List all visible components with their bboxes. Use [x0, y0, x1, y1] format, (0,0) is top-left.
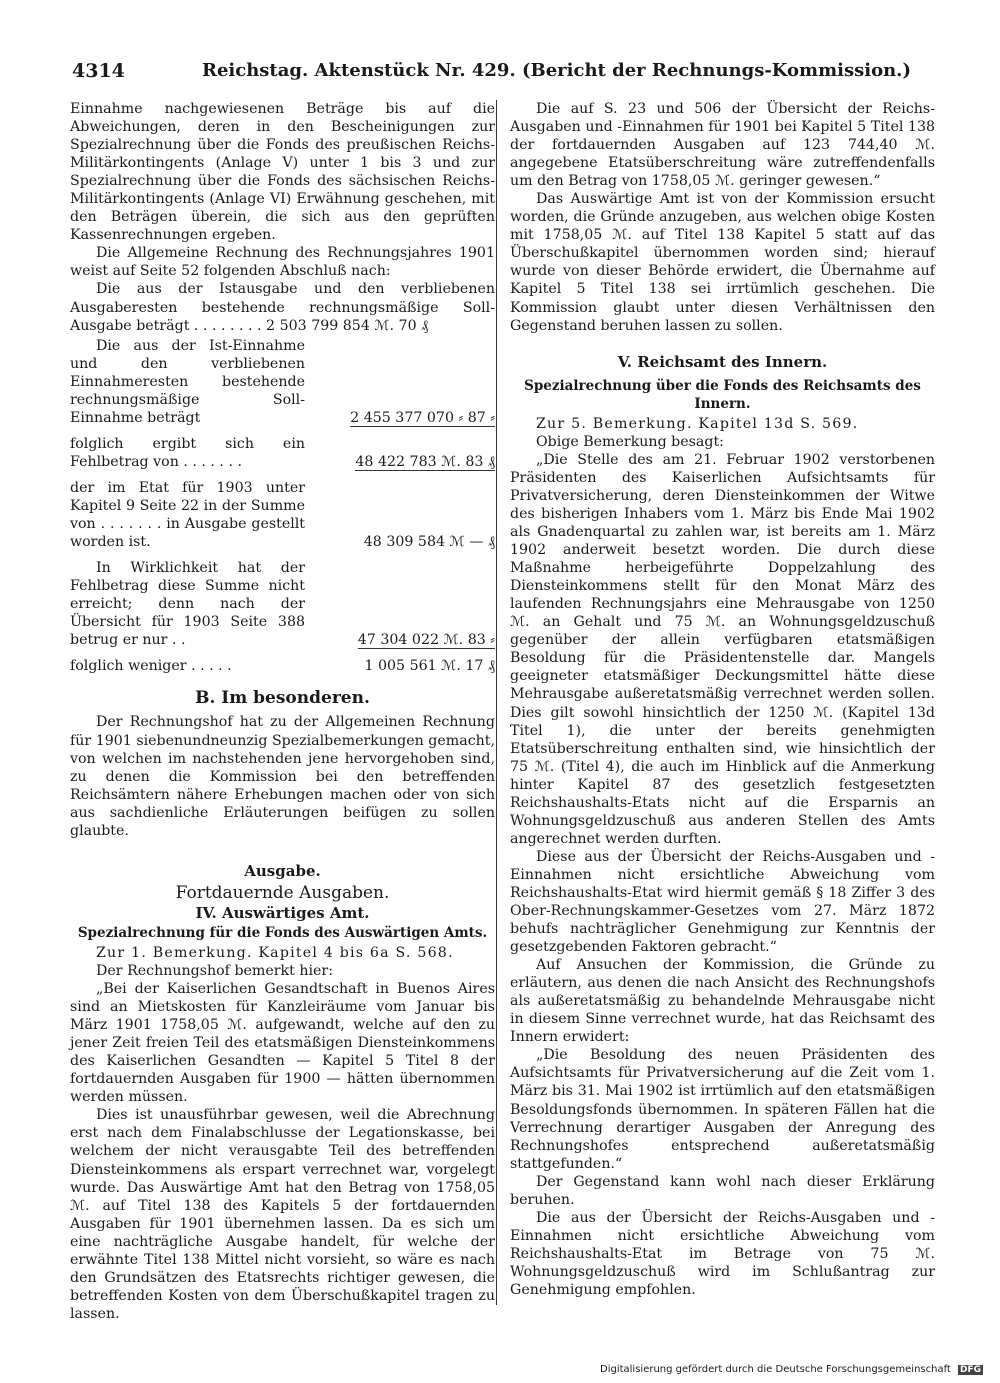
- remark-reference: Zur 5. Bemerkung. Kapitel 13d S. 569.: [536, 415, 859, 432]
- paragraph: „Die Stelle des am 21. Februar 1902 verstorbenen Präsidenten des Kaiserlichen Aufsichtsamts für Privatversicherung, deren Diensteinkommen der Witwe des bisherigen Inhabers vom 1. März bis Ende Mai 1902 als Gnadenquartal zu zahlen war, ist bereits am 1. März 1902 anderweit besetzt worden. Die durch diese Maßnahme herbeigeführte Doppelzahlung des Diensteinkommens stellt für den Monat März des laufenden Rechnungsjahrs eine Mehrausgabe von 1250 ℳ. an Gehalt und 75 ℳ. an Wohnungsgeldzuschuß gegenüber der allein verfügbaren etatsmäßigen Besoldung für die Präsidentenstelle dar. Mangels geeigneter etatsmäßiger Deckungsmittel hätte diese Mehrausgabe außeretatsmäßig verrechnet werden sollen. Dies gilt sowohl hinsichtlich der 1250 ℳ. (Kapitel 13d Titel 1), die unter der bereits genehmigten Etatsüberschreitung enthalten sind, wie hinsichtlich der 75 ℳ. (Titel 4), die auch im Hinblick auf die Anmerkung hinter Kapitel 87 des gesetzlich festgesetzten Reichshaushalts-Etats nicht auf die Ersparnis an Wohnungsgeldzuschuß aus anderen Stellen des Amts angerechnet werden durften.: [510, 451, 935, 847]
- paragraph: Der Gegenstand kann wohl nach dieser Erklärung beruhen.: [510, 1173, 935, 1208]
- calc-row: [70, 559, 495, 649]
- left-column: [70, 100, 495, 1323]
- section-heading: Ausgabe.: [244, 861, 321, 880]
- paragraph: Die auf S. 23 und 506 der Übersicht der Reichs-Ausgaben und -Einnahmen für 1901 bei Kapitel 5 Titel 138 der fortdauernden Ausgaben auf 123 744,40 ℳ. angegebene Etatsüberschreitung wäre zutreffendenfalls um den Betrag von 1758,05 ℳ. geringer gewesen.“: [510, 101, 935, 190]
- account-calculation: [70, 337, 495, 676]
- section-heading: V. Reichsamt des Innern.: [617, 352, 828, 371]
- calc-label: Die aus der Ist-Einnahme und den verbliebenen Einnahmeresten bestehende rechnungsmäßige Soll-Einnahme beträgt: [70, 337, 305, 426]
- paragraph: Die aus der Istausgabe und den verbliebenen Ausgaberesten bestehende rechnungsmäßige Soll-Ausgabe beträgt . . . . . . . . 2 503 799 854 ℳ. 70 ₰: [70, 281, 495, 334]
- page-number: 4314: [72, 60, 125, 82]
- paragraph: „Die Besoldung des neuen Präsidenten des Aufsichtsamts für Privatversicherung auf die Zeit vom 1. März bis 31. Mai 1902 ist irrtümlich auf den etatsmäßigen Besoldungsfonds übernommen. In späteren Fällen hat die Verrechnung derartiger Ausgaben der Anregung des Rechnungshofes entsprechend außeretatsmäßig stattgefunden.“: [510, 1047, 935, 1172]
- paragraph: Obige Bemerkung besagt:: [536, 433, 724, 450]
- calc-label: folglich ergibt sich ein Fehlbetrag von . . . . . . .: [70, 435, 305, 470]
- calc-row: [70, 435, 495, 471]
- calc-amount: 48 309 584 ℳ — ₰: [363, 534, 495, 551]
- section-heading: IV. Auswärtiges Amt.: [195, 903, 370, 922]
- page-header: [72, 60, 942, 88]
- paragraph: Das Auswärtige Amt ist von der Kommission ersucht worden, die Gründe anzugeben, aus welchen obige Kosten mit 1758,05 ℳ. auf Titel 138 Kapitel 5 statt auf das Überschußkapitel übernommen worden sind; hierauf wurde von dieser Behörde erwidert, die Übernahme auf Kapitel 5 Titel 138 sei irrtümlich geschehen. Die Kommission glaubt unter diesen Verhältnissen den Gegenstand beruhen lassen zu sollen.: [510, 191, 935, 334]
- paragraph: Der Rechnungshof hat zu der Allgemeinen Rechnung für 1901 siebenundneunzig Spezialbemerkungen gemacht, von welchen im nachstehenden jene hervorgehoben sind, zu denen die Kommission bei den betreffenden Reichsämtern nähere Erhebungen machen oder von sich aus sachdienliche Erläuterungen beifügen zu sollen glaubte.: [70, 714, 495, 839]
- credit-text: Digitalisierung gefördert durch die Deutsche Forschungsgemeinschaft: [600, 1364, 951, 1375]
- dfg-logo: DFG: [960, 1365, 982, 1375]
- calc-amount: 1 005 561 ℳ. 17 ₰: [364, 658, 495, 675]
- calc-row: [70, 657, 495, 675]
- paragraph: „Bei der Kaiserlichen Gesandtschaft in Buenos Aires sind an Mietskosten für Kanzleiräume vom Januar bis März 1901 1758,05 ℳ. aufgewandt, welche auf den zu jener Zeit freien Teil des etatsmäßigen Diensteinkommens des Kaiserlichen Gesandten — Kapitel 5 Titel 8 der fortdauernden Ausgaben für 1900 — hätten übernommen werden müssen.: [70, 981, 495, 1106]
- calc-amount: 47 304 022 ℳ. 83 ⸗: [357, 632, 495, 649]
- subsection-heading: Spezialrechnung über die Fonds des Reichsamts des Innern.: [524, 377, 921, 412]
- calc-label: der im Etat für 1903 unter Kapitel 9 Seite 22 in der Summe von . . . . . . . in Ausgabe gestellt worden ist.: [70, 479, 305, 551]
- calc-amount: 48 422 783 ℳ. 83 ₰: [355, 453, 495, 470]
- paragraph: Die aus der Übersicht der Reichs-Ausgaben und -Einnahmen nicht ersichtliche Abweichung vom Reichshaushalts-Etat im Betrage von 75 ℳ. Wohnungsgeldzuschuß wird im Schlußantrag zur Genehmigung empfohlen.: [510, 1209, 935, 1298]
- remark-reference: Zur 1. Bemerkung. Kapitel 4 bis 6a S. 568.: [96, 944, 454, 961]
- column-divider: [496, 100, 497, 1305]
- calc-row: [70, 479, 495, 551]
- section-heading: Fortdauernde Ausgaben.: [175, 882, 390, 903]
- digitization-credit: [600, 1364, 983, 1375]
- calc-label: In Wirklichkeit hat der Fehlbetrag diese Summe nicht erreicht; denn nach der Übersicht für 1903 Seite 388 betrug er nur . .: [70, 560, 305, 649]
- paragraph: Auf Ansuchen der Kommission, die Gründe zu erläutern, aus denen die nach Ansicht des Rechnungshofs als außeretatsmäßig zu behandelnde Mehrausgabe nicht in diesem Sinne verrechnet wurde, hat das Reichsamt des Innern erwidert:: [510, 957, 935, 1046]
- calc-label: folglich weniger . . . . .: [70, 658, 232, 675]
- calc-row: [70, 337, 495, 427]
- section-heading: B. Im besonderen.: [195, 688, 370, 709]
- paragraph: Dies ist unausführbar gewesen, weil die Abrechnung erst nach dem Finalabschlusse der Legationskasse, bei welchem der nicht verausgabte Teil des betreffenden Diensteinkommens als erspart verrechnet war, vorgelegt wurde. Das Auswärtige Amt hat den Betrag von 1758,05 ℳ. auf Titel 138 des Kapitels 5 der fortdauernden Ausgaben für 1901 übernehmen lassen. Da es sich um eine nachträgliche Ausgabe handelt, für welche der erwähnte Titel 138 Mittel nicht vorsieht, so wäre es nach den Grundsätzen des Etatsrechts richtiger gewesen, die betreffenden Kosten von dem Überschußkapitel tragen zu lassen.: [70, 1107, 495, 1322]
- paragraph: Der Rechnungshof bemerkt hier:: [96, 963, 333, 980]
- calc-amount: 2 455 377 070 ⸗ 87 ⸗: [350, 409, 495, 426]
- subsection-heading: Spezialrechnung für die Fonds des Auswärtigen Amts.: [77, 924, 488, 941]
- paragraph: Die Allgemeine Rechnung des Rechnungsjahres 1901 weist auf Seite 52 folgenden Abschluß nach:: [70, 245, 495, 280]
- right-column: [510, 100, 935, 1299]
- paragraph: Einnahme nachgewiesenen Beträge bis auf die Abweichungen, deren in den Bescheinigungen zur Spezialrechnung über die Fonds des preußischen Reichs-Militärkontingents (Anlage V) unter 1 bis 3 und zur Spezialrechnung über die Fonds des sächsischen Reichs-Militärkontingents (Anlage VI) Erwähnung geschehen, mit den Beträgen überein, die sich aus den geprüften Kassenrechnungen ergeben.: [70, 101, 495, 244]
- paragraph: Diese aus der Übersicht der Reichs-Ausgaben und -Einnahmen nicht ersichtliche Abweichung vom Reichshaushalts-Etat wird hiermit gemäß § 18 Ziffer 3 des Ober-Rechnungskammer-Gesetzes vom 27. März 1872 behufs nachträglicher Genehmigung zur Kenntnis der gesetzgebenden Faktoren gebracht.“: [510, 848, 935, 956]
- running-title: Reichstag. Aktenstück Nr. 429. (Bericht der Rechnungs-Kommission.): [202, 60, 911, 81]
